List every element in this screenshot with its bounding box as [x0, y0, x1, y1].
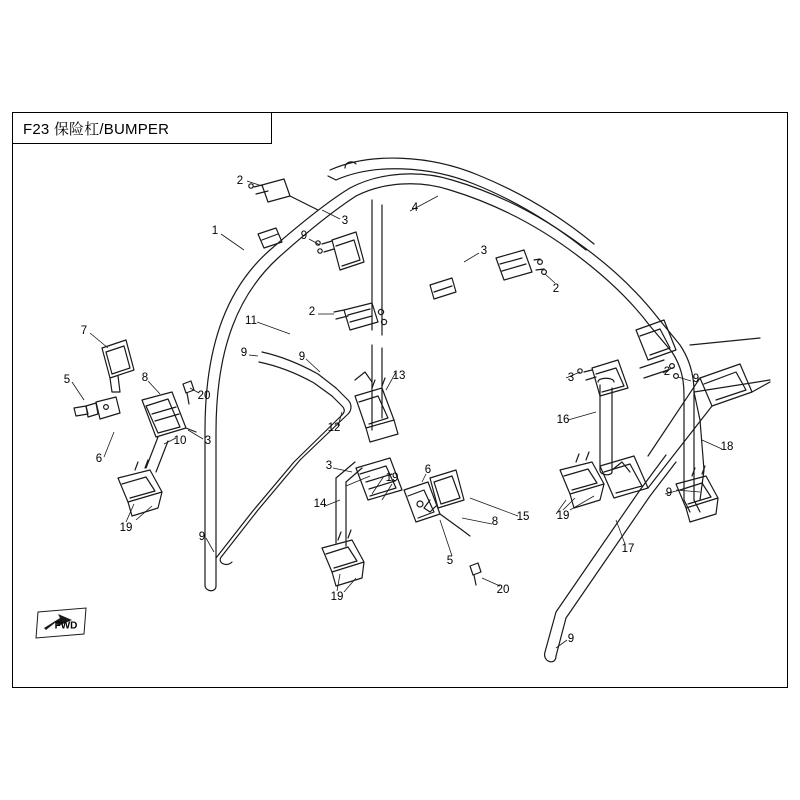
callout-c3: 4 [411, 202, 419, 214]
callout-c14: 3 [567, 372, 575, 384]
callout-c17: 5 [63, 374, 71, 386]
callout-c5: 9 [300, 230, 308, 242]
callout-c24: 18 [720, 441, 734, 453]
callout-c1: 2 [236, 175, 244, 187]
callout-c37: 17 [621, 543, 635, 555]
callout-c10: 7 [80, 325, 88, 337]
callout-c16: 9 [692, 373, 700, 385]
callout-c11: 9 [240, 347, 248, 359]
callout-c30: 14 [313, 498, 327, 510]
callout-c6: 3 [480, 245, 488, 257]
callout-c13: 13 [392, 370, 406, 382]
callout-c28: 19 [385, 472, 399, 484]
callout-c33: 19 [119, 522, 133, 534]
callout-c9: 11 [245, 315, 257, 327]
callout-c34: 9 [198, 531, 206, 543]
callout-c12: 9 [298, 351, 306, 363]
callout-c35: 8 [491, 516, 499, 528]
fwd-label: FWD [54, 620, 78, 632]
callout-c27: 6 [424, 464, 432, 476]
callout-c20: 16 [556, 414, 570, 426]
callout-c39: 20 [496, 584, 510, 596]
callout-c22: 6 [95, 453, 103, 465]
callout-c18: 8 [141, 372, 149, 384]
callout-c36: 5 [446, 555, 454, 567]
callout-c38: 19 [330, 591, 344, 603]
callout-c8: 2 [308, 306, 316, 318]
callout-c29: 9 [665, 487, 673, 499]
callout-c19: 20 [197, 390, 211, 402]
page-title: F23 保险杠/BUMPER [23, 120, 170, 138]
callout-c4: 1 [211, 225, 219, 237]
callout-c26: 3 [325, 460, 333, 472]
callout-c7: 2 [552, 283, 560, 295]
callout-c40: 9 [567, 633, 575, 645]
callout-c21: 3 [204, 435, 212, 447]
callout-c25: 10 [173, 435, 187, 447]
callout-c2: 3 [341, 215, 349, 227]
callout-c32: 19 [556, 510, 570, 522]
callout-c23: 12 [327, 422, 341, 434]
callout-c15: 2 [663, 366, 671, 378]
callout-c31: 15 [516, 511, 530, 523]
